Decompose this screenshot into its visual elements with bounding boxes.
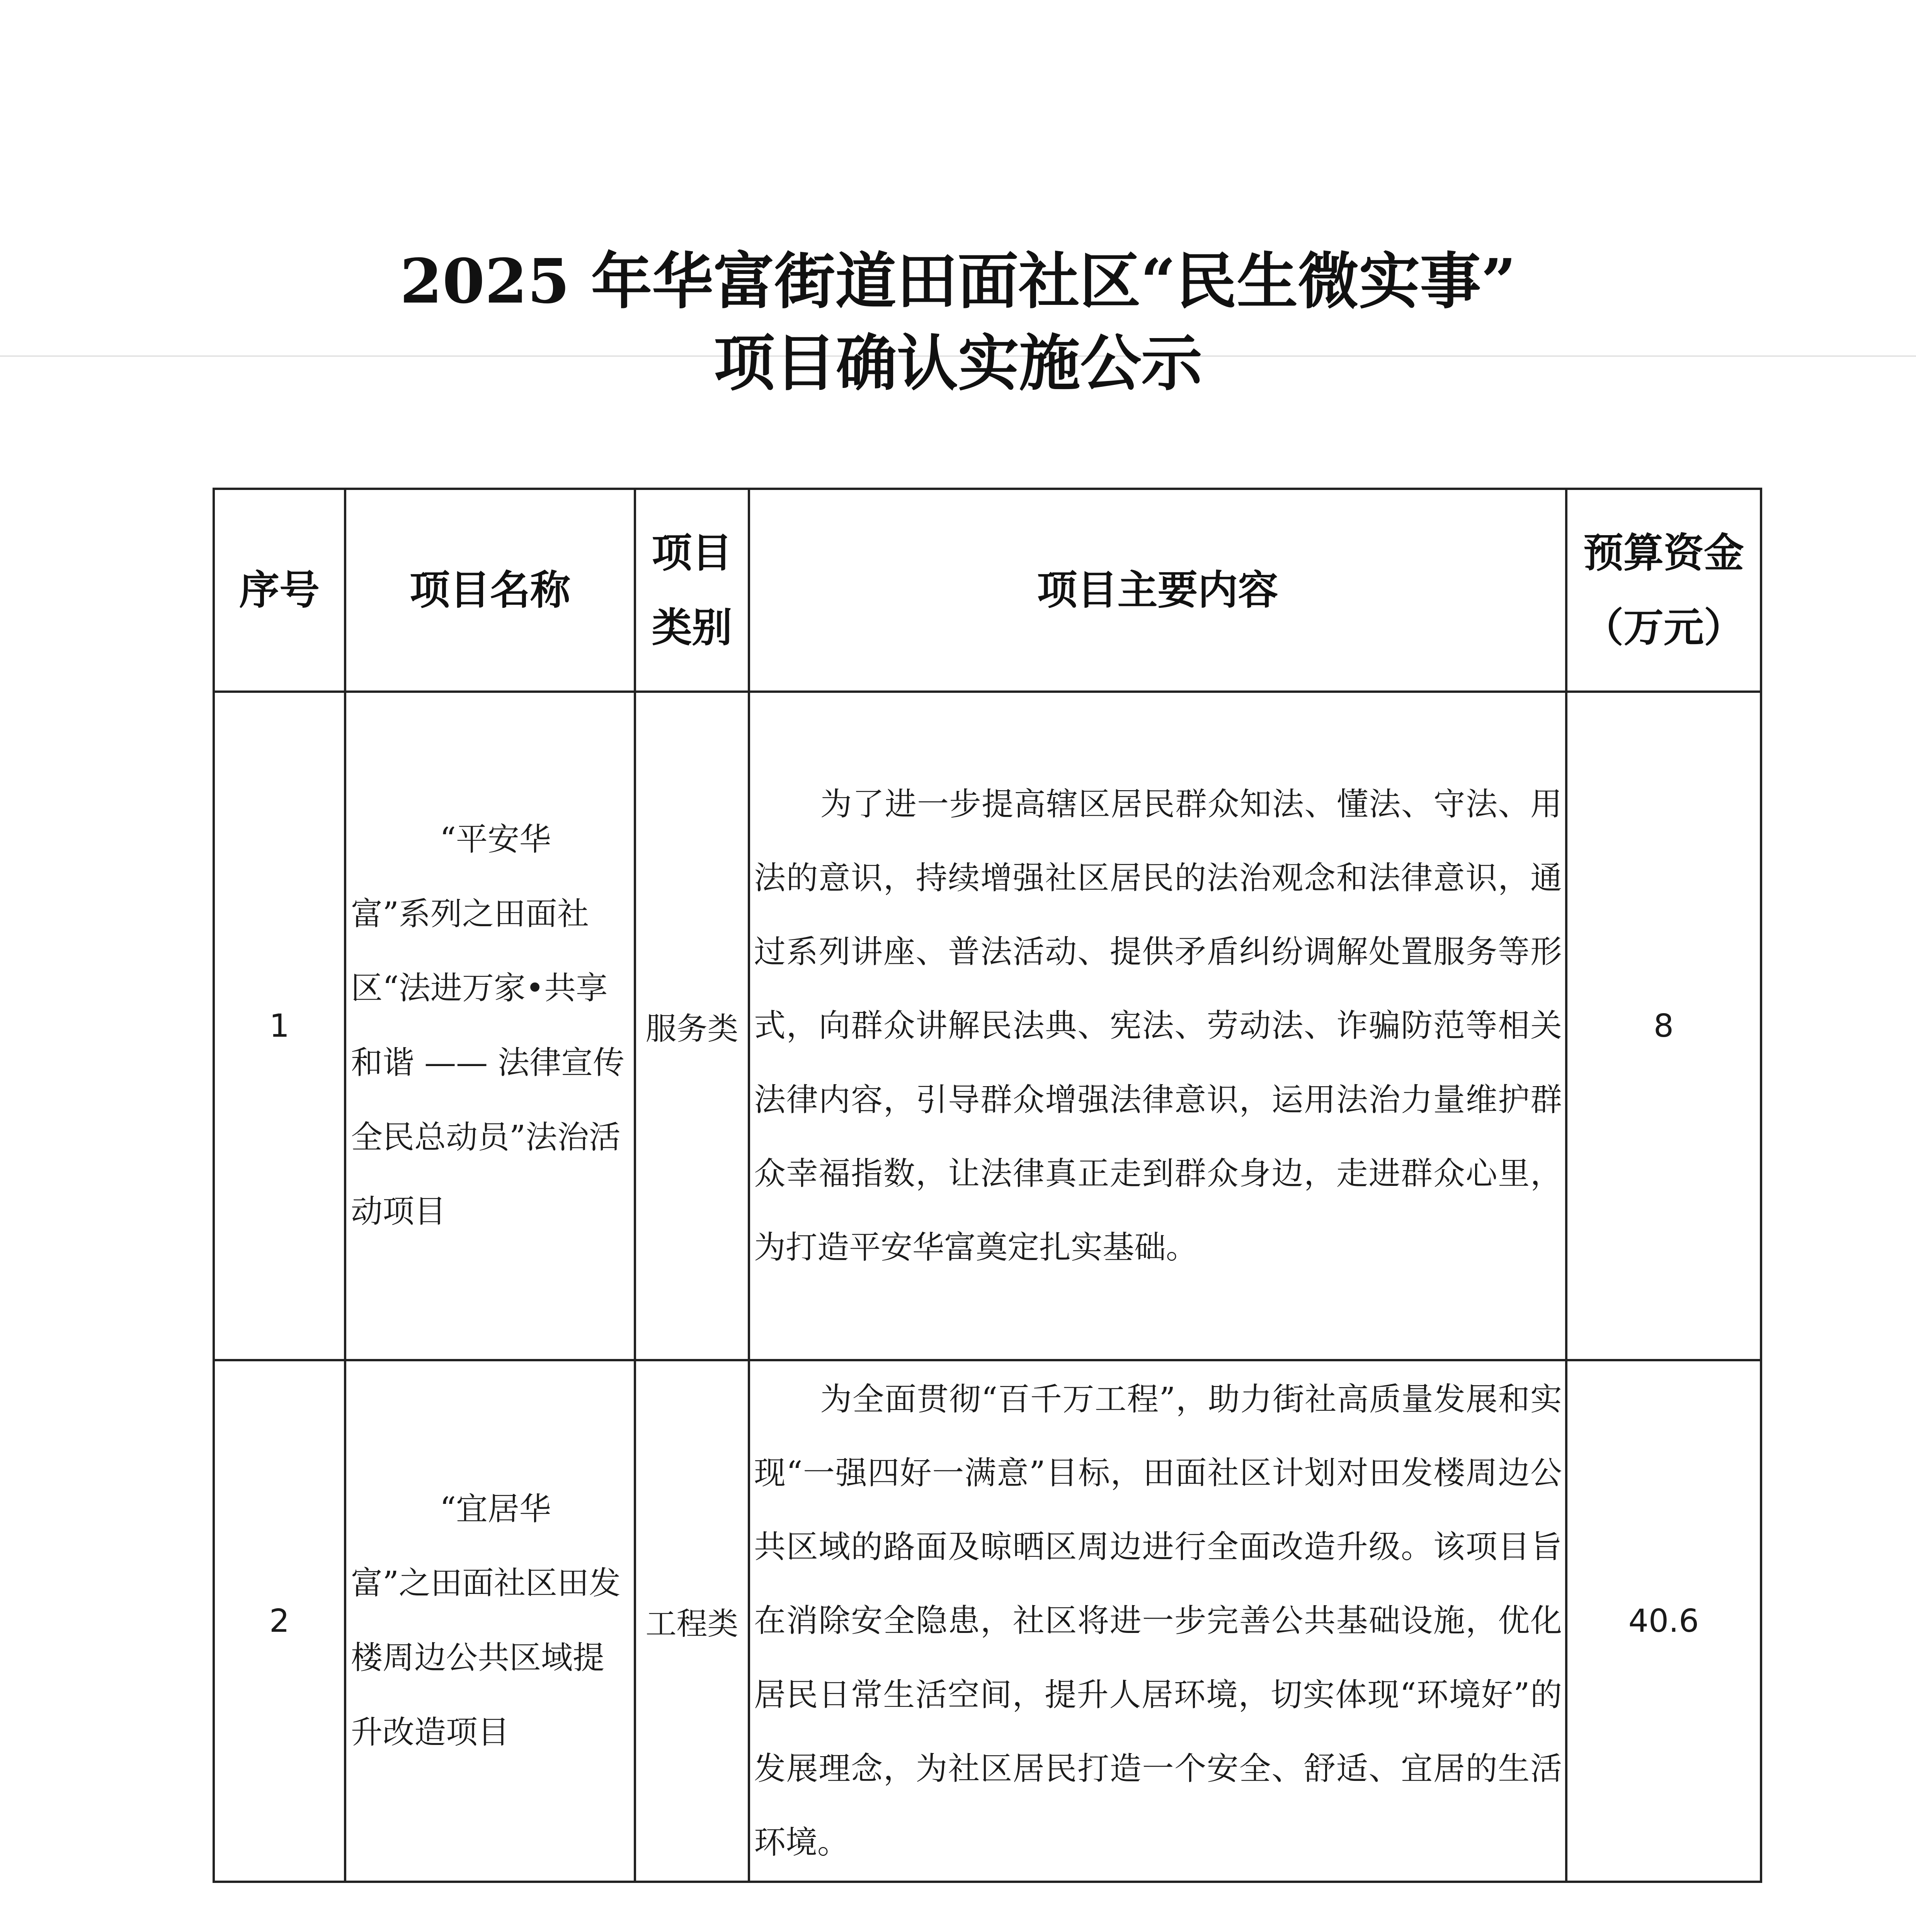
- row1-seq: 1: [214, 692, 345, 1360]
- row2-content-text: 为全面贯彻“百千万工程”，助力街社高质量发展和实现“一强四好一满意”目标，田面社区计划对田发楼周边公共区域的路面及晾晒区周边进行全面改造升级。该项目旨在消除安全隐患，社区将进一步完善公共基础设施，优化居民日常生活空间，提升人居环境，切实体现“环境好”的发展理念，为社区居民打造一个安全、舒适、宜居的生活环境。: [754, 1381, 1562, 1861]
- row2-name-text: “宜居华富”之田面社区田发楼周边公共区域提升改造项目: [351, 1490, 621, 1751]
- page-title-line2: 项目确认实施公示: [714, 328, 1202, 399]
- row1-content: [749, 692, 1566, 1360]
- row1-budget: 8: [1566, 692, 1761, 1360]
- header-budget-line1: 预算资金: [1583, 529, 1744, 577]
- table-header-row: [214, 489, 1761, 692]
- row2-type: 工程类: [635, 1360, 749, 1882]
- row1-name: [345, 692, 635, 1360]
- header-type-line1: 项目: [652, 529, 732, 577]
- header-seq: 序号: [214, 489, 345, 692]
- header-content: 项目主要内容: [749, 489, 1566, 692]
- header-type: [635, 489, 749, 692]
- page-title-line1: 2025 年华富街道田面社区“民生微实事”: [400, 246, 1516, 317]
- header-budget: [1566, 489, 1761, 692]
- row1-type: 服务类: [635, 692, 749, 1360]
- row2-content: [749, 1360, 1566, 1882]
- header-name: 项目名称: [345, 489, 635, 692]
- header-type-line2: 类别: [652, 604, 732, 651]
- table-row: [214, 1360, 1761, 1882]
- table-row: [214, 692, 1761, 1360]
- row2-name: [345, 1360, 635, 1882]
- row1-name-text: “平安华富”系列之田面社区“法进万家•共享和谐 —— 法律宣传全民总动员”法治活动项目: [351, 821, 625, 1230]
- row1-content-text: 为了进一步提高辖区居民群众知法、懂法、守法、用法的意识，持续增强社区居民的法治观念和法律意识，通过系列讲座、普法活动、提供矛盾纠纷调解处置服务等形式，向群众讲解民法典、宪法、劳动法、诈骗防范等相关法律内容，引导群众增强法律意识，运用法治力量维护群众幸福指数，让法律真正走到群众身边，走进群众心里，为打造平安华富奠定扎实基础。: [754, 786, 1562, 1266]
- row2-budget: 40.6: [1566, 1360, 1761, 1882]
- header-budget-line2: （万元）: [1583, 604, 1744, 651]
- row2-seq: 2: [214, 1360, 345, 1882]
- project-table: [213, 488, 1762, 1883]
